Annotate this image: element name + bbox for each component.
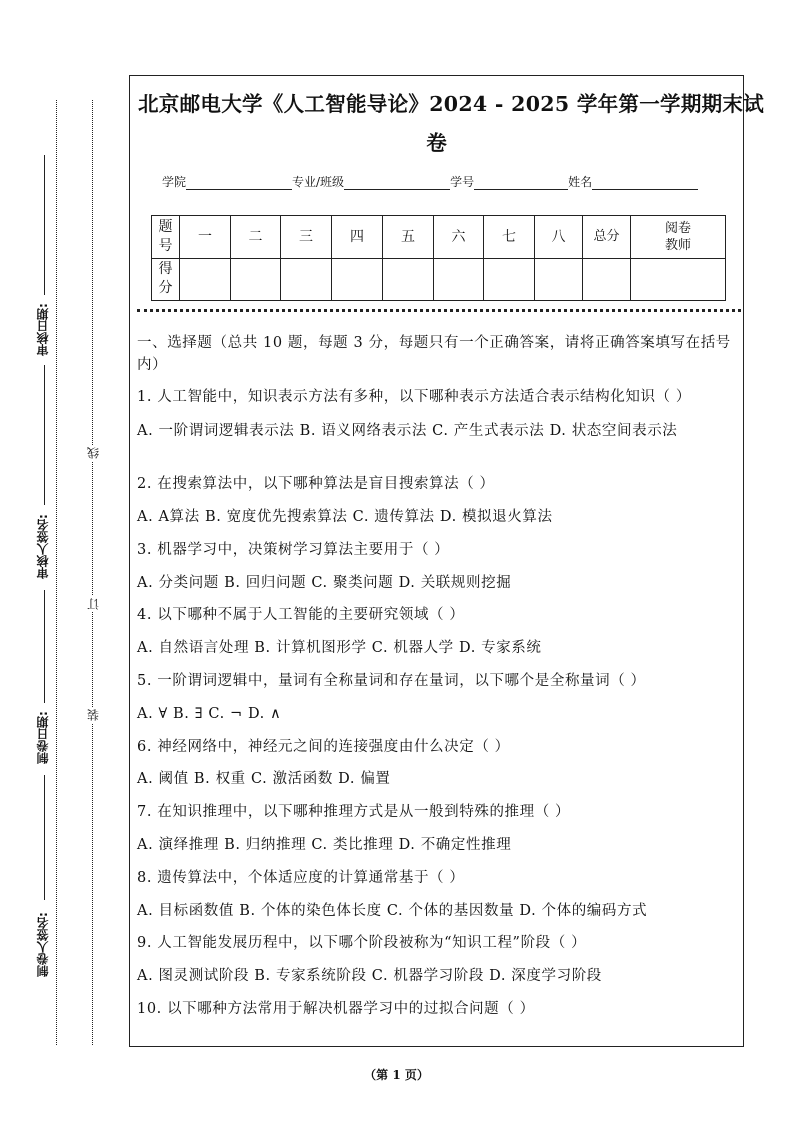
score-cell-5[interactable] [383,258,434,301]
col-1: 一 [180,216,231,259]
col-total: 总分 [583,216,631,259]
score-table [151,215,726,301]
exam-title: 北京邮电大学《人工智能导论》2024 - 2025 学年第一学期期末试 [138,92,765,116]
compile-date-line [44,590,45,720]
compiler-sign-label: 制卷人签名: [30,900,56,990]
score-cell-4[interactable] [332,258,383,301]
question-4-options: A. 自然语言处理 B. 计算机图形学 C. 机器人学 D. 专家系统 [137,640,542,656]
col-6: 六 [434,216,484,259]
question-2-stem: 2. 在搜索算法中，以下哪种算法是盲目搜索算法（ ） [137,476,495,492]
section-separator [137,309,741,312]
reviewer-sign-label: 审核人签名: [30,505,56,589]
student-id-label: 学号 [450,175,475,189]
question-7-stem: 7. 在知识推理中，以下哪种推理方式是从一般到特殊的推理（ ） [137,804,571,820]
question-3-options: A. 分类问题 B. 回归问题 C. 聚类问题 D. 关联规则挖掘 [137,575,512,591]
binding-mark-order: 订 [84,596,102,612]
question-8-options: A. 目标函数值 B. 个体的染色体长度 C. 个体的基因数量 D. 个体的编码方式 [137,903,648,919]
college-label: 学院 [162,175,187,189]
score-cell-3[interactable] [281,258,332,301]
question-1-stem: 1. 人工智能中，知识表示方法有多种，以下哪种表示方法适合表示结构化知识（ ） [137,389,691,405]
name-field[interactable] [592,175,698,190]
question-number-header: 题号 [152,216,180,259]
question-8-stem: 8. 遗传算法中，个体适应度的计算通常基于（ ） [137,870,465,886]
question-9-options: A. 图灵测试阶段 B. 专家系统阶段 C. 机器学习阶段 D. 深度学习阶段 [137,968,602,984]
question-3-stem: 3. 机器学习中，决策树学习算法主要用于（ ） [137,542,450,558]
compile-date-label: 制卷日期: [30,703,56,773]
question-6-options: A. 阈值 B. 权重 C. 激活函数 D. 偏置 [137,771,391,787]
binding-mark-bind: 装 [84,707,102,723]
col-8: 八 [535,216,583,259]
binding-dotted-line-inner [92,100,93,1045]
question-1-options: A. 一阶谓词逻辑表示法 B. 语义网络表示法 C. 产生式表示法 D. 状态空间表示法 [137,423,678,439]
col-2: 二 [231,216,281,259]
score-cell-1[interactable] [180,258,231,301]
student-id-field[interactable] [474,175,568,190]
exam-title-continued: 卷 [426,131,447,155]
score-row-header: 得分 [152,258,180,301]
review-date-label: 审核日期: [30,295,56,365]
col-grader: 阅卷教师 [631,216,726,259]
page-number: （第 1 页） [364,1068,429,1082]
major-class-label: 专业/班级 [292,175,345,189]
question-4-stem: 4. 以下哪种不属于人工智能的主要研究领域（ ） [137,607,465,623]
score-cell-2[interactable] [231,258,281,301]
question-2-options: A. A算法 B. 宽度优先搜索算法 C. 遗传算法 D. 模拟退火算法 [137,509,553,525]
compiler-sign-line [44,775,45,915]
student-info-row [162,172,698,190]
binding-mark-line: 线 [84,445,102,461]
col-3: 三 [281,216,332,259]
col-4: 四 [332,216,383,259]
score-cell-8[interactable] [535,258,583,301]
col-5: 五 [383,216,434,259]
question-6-stem: 6. 神经网络中，神经元之间的连接强度由什么决定（ ） [137,739,510,755]
binding-dotted-line-outer [56,100,57,1045]
score-cell-7[interactable] [484,258,535,301]
reviewer-sign-line [44,365,45,520]
college-field[interactable] [186,175,292,190]
name-label: 姓名 [568,175,593,189]
score-cell-total[interactable] [583,258,631,301]
col-7: 七 [484,216,535,259]
review-date-line [44,155,45,315]
section-instruction: 一、选择题（总共 10 题，每题 3 分，每题只有一个正确答案，请将正确答案填写在括号内） [137,335,731,373]
question-10-stem: 10. 以下哪种方法常用于解决机器学习中的过拟合问题（ ） [137,1001,535,1017]
score-cell-6[interactable] [434,258,484,301]
major-class-field[interactable] [344,175,450,190]
score-cell-grader[interactable] [631,258,726,301]
binding-margin [0,0,128,1122]
question-5-stem: 5. 一阶谓词逻辑中，量词有全称量词和存在量词，以下哪个是全称量词（ ） [137,673,646,689]
question-7-options: A. 演绎推理 B. 归纳推理 C. 类比推理 D. 不确定性推理 [137,837,512,853]
question-5-options: A. ∀ B. ∃ C. ¬ D. ∧ [137,706,282,722]
question-9-stem: 9. 人工智能发展历程中，以下哪个阶段被称为“知识工程”阶段（ ） [137,935,587,951]
